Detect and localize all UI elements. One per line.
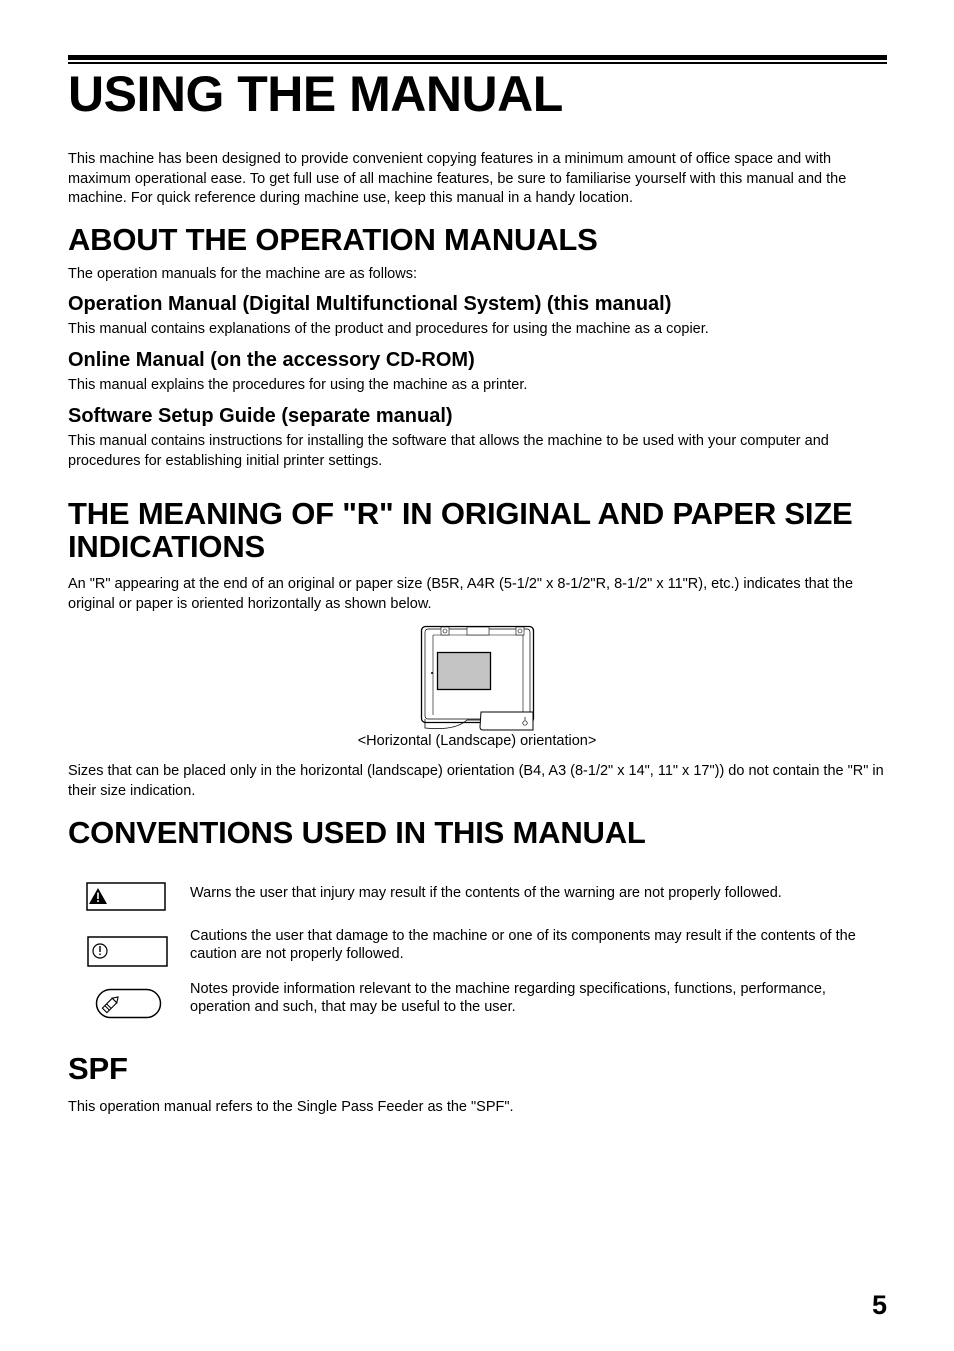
page-title: USING THE MANUAL (68, 66, 563, 122)
spf-heading: SPF (68, 1051, 128, 1086)
landscape-orientation-figure (419, 625, 537, 733)
manual-title-operation: Operation Manual (Digital Multifunctional System) (this manual) (68, 293, 672, 315)
convention-note-text: Notes provide information relevant to the machine regarding specifications, functions, performance, operation and such, that may be useful to the user. (190, 981, 826, 1015)
note-icon (95, 988, 163, 1020)
r-meaning-heading: THE MEANING OF "R" IN ORIGINAL AND PAPER SIZE INDICATIONS (68, 496, 853, 564)
warning-icon (86, 882, 166, 911)
r-meaning-paragraph: An "R" appearing at the end of an original or paper size (B5R, A4R (5-1/2" x 8-1/2"R, 8-1/2" x 11"R), etc.) indicates that the original or paper is oriented horizontally as shown below. (68, 576, 854, 612)
manual-title-software: Software Setup Guide (separate manual) (68, 405, 453, 427)
r-meaning-note: Sizes that can be placed only in the horizontal (landscape) orientation (B4, A3 (8-1/2" x 14", 11" x 17")) do not contain the "R" in their size indication. (68, 763, 884, 799)
about-lead: The operation manuals for the machine are as follows: (68, 266, 417, 282)
about-heading: ABOUT THE OPERATION MANUALS (68, 222, 598, 257)
manual-title-online: Online Manual (on the accessory CD-ROM) (68, 349, 475, 371)
title-rule-thick (68, 55, 887, 60)
manual-desc-operation: This manual contains explanations of the product and procedures for using the machine as a copier. (68, 321, 709, 337)
manual-desc-online: This manual explains the procedures for using the machine as a printer. (68, 377, 528, 393)
intro-paragraph: This machine has been designed to provide convenient copying features in a minimum amount of office space and with maximum operational ease. To get full use of all machine features, be sure to familiarise yourself with this manual and the machine. For quick reference during machine use, keep this manual in a handy location. (68, 151, 847, 206)
figure-caption: <Horizontal (Landscape) orientation> (357, 733, 597, 749)
conventions-heading: CONVENTIONS USED IN THIS MANUAL (68, 815, 646, 850)
convention-warning-text: Warns the user that injury may result if the contents of the warning are not properly followed. (190, 885, 782, 901)
spf-paragraph: This operation manual refers to the Single Pass Feeder as the "SPF". (68, 1099, 514, 1115)
page-number: 5 (871, 1290, 887, 1320)
caution-icon (87, 936, 168, 967)
manual-desc-software: This manual contains instructions for installing the software that allows the machine to be used with your computer and procedures for establishing initial printer settings. (68, 433, 829, 469)
convention-caution-text: Cautions the user that damage to the machine or one of its components may result if the contents of the caution are not properly followed. (190, 928, 856, 962)
